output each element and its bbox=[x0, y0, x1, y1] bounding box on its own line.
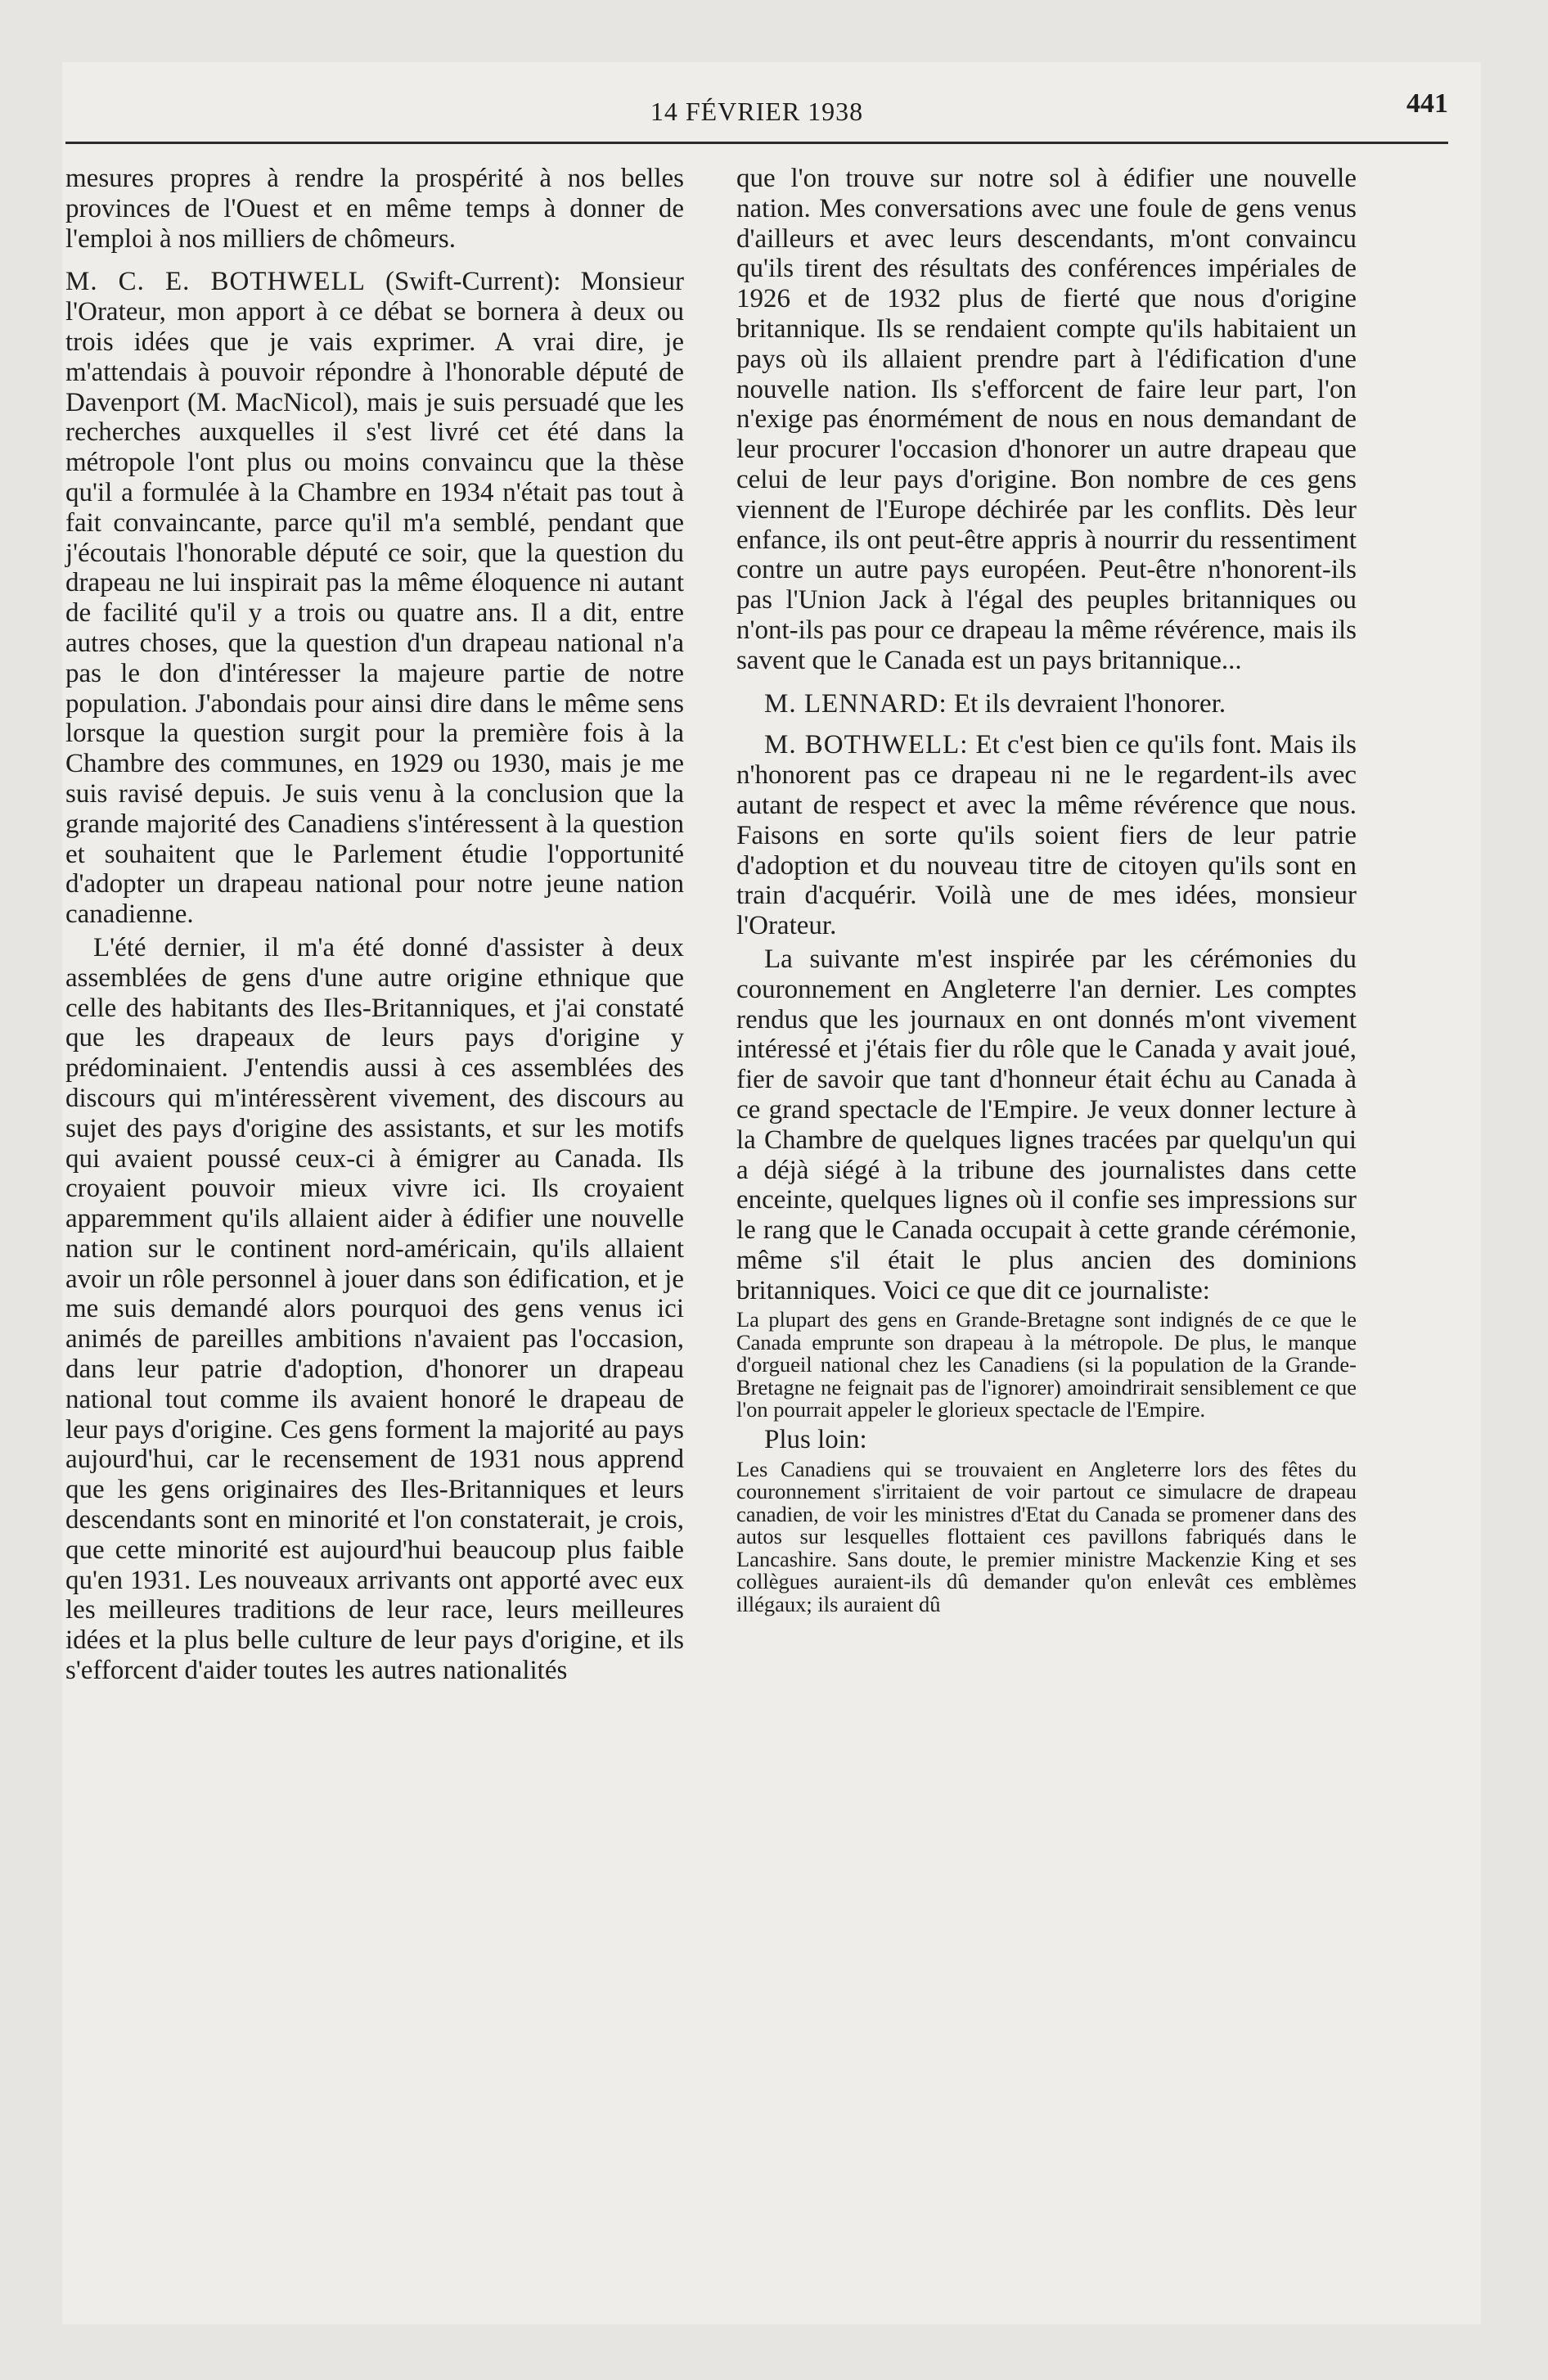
paragraph: Plus loin: bbox=[764, 1424, 867, 1454]
speaker-name: M. C. E. BOTHWELL bbox=[65, 267, 366, 297]
right-column bbox=[736, 164, 1357, 1619]
speech-paragraph bbox=[736, 689, 1357, 719]
speech-paragraph bbox=[736, 730, 1357, 941]
left-column bbox=[65, 164, 684, 1689]
block-quote: Les Canadiens qui se trouvaient en Angleterre lors des fêtes du couronnement s'irritaient de voir partout ce simulacre de drapeau canadien, de voir les ministres d'Etat du Canada se promener dans des autos sur lesquelles flottaient ces pavillons fabriqués dans le Lancashire. Sans doute, le premier ministre Mackenzie King et ses collègues auraient-ils dû demander qu'on enlevât ces emblèmes illégaux; ils auraient dû bbox=[736, 1456, 1357, 1616]
block-quote: La plupart des gens en Grande-Bretagne sont indignés de ce que le Canada emprunte son drapeau à la métropole. De plus, le manque d'orgueil national chez les Canadiens (si la population de la Grande-Bretagne ne feignait pas de l'ignorer) amoindrirait sensiblement ce que l'on pourrait appeler le glorieux spectacle de l'Empire. bbox=[736, 1307, 1357, 1422]
page-number: 441 bbox=[1406, 88, 1448, 119]
paragraph: que l'on trouve sur notre sol à édifier une nouvelle nation. Mes conversations avec une foule de gens venus d'ailleurs et avec leurs descendants, m'ont convaincu qu'ils tirent des résultats des conférences impériales de 1926 et de 1932 plus de fierté que nous d'origine britannique. Ils se rendaient compte qu'ils habitaient un pays où ils allaient prendre part à l'édification d'une nouvelle nation. Ils s'efforcent de faire leur part, l'on n'exige pas énormément de nous en nous demandant de leur procurer l'occasion d'honorer un autre drapeau que celui de leur pays d'origine. Bon nombre de ces gens viennent de l'Europe déchirée par les conflits. Dès leur enfance, ils ont peut-être appris à nourrir du ressentiment contre un autre pays européen. Peut-être n'honorent-ils pas l'Union Jack à l'égal des peuples britanniques ou n'ont-ils pas pour ce drapeau la même révérence, mais ils savent que le Canada est un pays britannique... bbox=[736, 164, 1357, 675]
page-header bbox=[65, 88, 1448, 129]
speech-paragraph bbox=[65, 267, 684, 930]
header-rule bbox=[65, 142, 1448, 144]
speech-text: (Swift-Current): Monsieur l'Orateur, mon apport à ce débat se bornera à deux ou trois idées que je vais exprimer. A vrai dire, je m'attendais à pouvoir répondre à l'honorable député de Davenport (M. MacNicol), mais je suis persuadé que les recherches auxquelles il s'est livré cet été dans la métropole l'ont plus ou moins convaincu que la thèse qu'il a formulée à la Chambre en 1934 n'était pas tout à fait convaincante, parce qu'il m'a semblé, pendant que j'écoutais l'honorable député ce soir, que la question du drapeau ne lui inspirait pas la même éloquence ni autant de facilité qu'il y a trois ou quatre ans. Il a dit, entre autres choses, que la question d'un drapeau national n'a pas le don d'intéresser la majeure partie de notre population. J'abondais pour ainsi dire dans le même sens lorsque la question surgit pour la première fois à la Chambre des communes, en 1929 ou 1930, mais je me suis ravisé depuis. Je suis venu à la conclusion que la grande majorité des Canadiens s'intéressent à la question et souhaitent que le Parlement étudie l'opportunité d'adopter un drapeau national pour notre jeune nation canadienne. bbox=[65, 267, 684, 930]
paragraph: L'été dernier, il m'a été donné d'assister à deux assemblées de gens d'une autre origine ethnique que celle des habitants des Iles-Britanniques, et j'ai constaté que les drapeaux de leurs pays d'origine y prédominaient. J'entendis aussi à ces assemblées des discours qui m'intéressèrent vivement, des discours au sujet des pays d'origine des assistants, et sur les motifs qui avaient poussé ceux-ci à émigrer au Canada. Ils croyaient pouvoir mieux vivre ici. Ils croyaient apparemment qu'ils allaient aider à édifier une nouvelle nation sur le continent nord-américain, qu'ils allaient avoir un rôle personnel à jouer dans son édification, et je me suis demandé alors pourquoi des gens venus ici animés de pareilles ambitions n'avaient pas l'occasion, dans leur patrie d'adoption, d'honorer un drapeau national tout comme ils avaient honoré le drapeau de leur pays d'origine. Ces gens forment la majorité au pays aujourd'hui, car le recensement de 1931 nous apprend que les gens originaires des Iles-Britanniques et leurs descendants sont en minorité et l'on constaterait, je crois, que cette minorité est aujourd'hui beaucoup plus faible qu'en 1931. Les nouveaux arrivants ont apporté avec eux les meilleures traditions de leur race, leurs meilleures idées et la plus belle culture de leur pays d'origine, et ils s'efforcent d'aider toutes les autres nationalités bbox=[65, 932, 684, 1686]
paragraph: mesures propres à rendre la prospérité à nos belles provinces de l'Ouest et en même temps à donner de l'emploi à nos milliers de chômeurs. bbox=[65, 164, 684, 254]
speech-text: Et c'est bien ce qu'ils font. Mais ils n'honorent pas ce drapeau ni ne le regardent-ils avec autant de respect et avec la même révérence que nous. Faisons en sorte qu'ils soient fiers de leur patrie d'adoption et du nouveau titre de citoyen qu'ils sont en train d'acquérir. Voilà une de mes idées, monsieur l'Orateur. bbox=[736, 730, 1357, 941]
header-date: 14 FÉVRIER 1938 bbox=[650, 97, 864, 126]
speech-text: Et ils devraient l'honorer. bbox=[947, 688, 1226, 719]
speaker-name: M. LENNARD: bbox=[764, 688, 947, 719]
speaker-name: M. BOTHWELL: bbox=[764, 730, 969, 760]
paragraph: La suivante m'est inspirée par les cérémonies du couronnement en Angleterre l'an dernier. Les comptes rendus que les journaux en ont donnés m'ont vivement intéressé et j'étais fier du rôle que le Canada y avait joué, fier de savoir que tant d'honneur était échu au Canada à ce grand spectacle de l'Empire. Je veux donner lecture à la Chambre de quelques lignes tracées par quelqu'un qui a déjà siégé à la tribune des journalistes dans cette enceinte, quelques lignes où il confie ses impressions sur le rang que le Canada occupait à cette grande cérémonie, même s'il était le plus ancien des dominions britanniques. Voici ce que dit ce journaliste: bbox=[736, 944, 1357, 1305]
